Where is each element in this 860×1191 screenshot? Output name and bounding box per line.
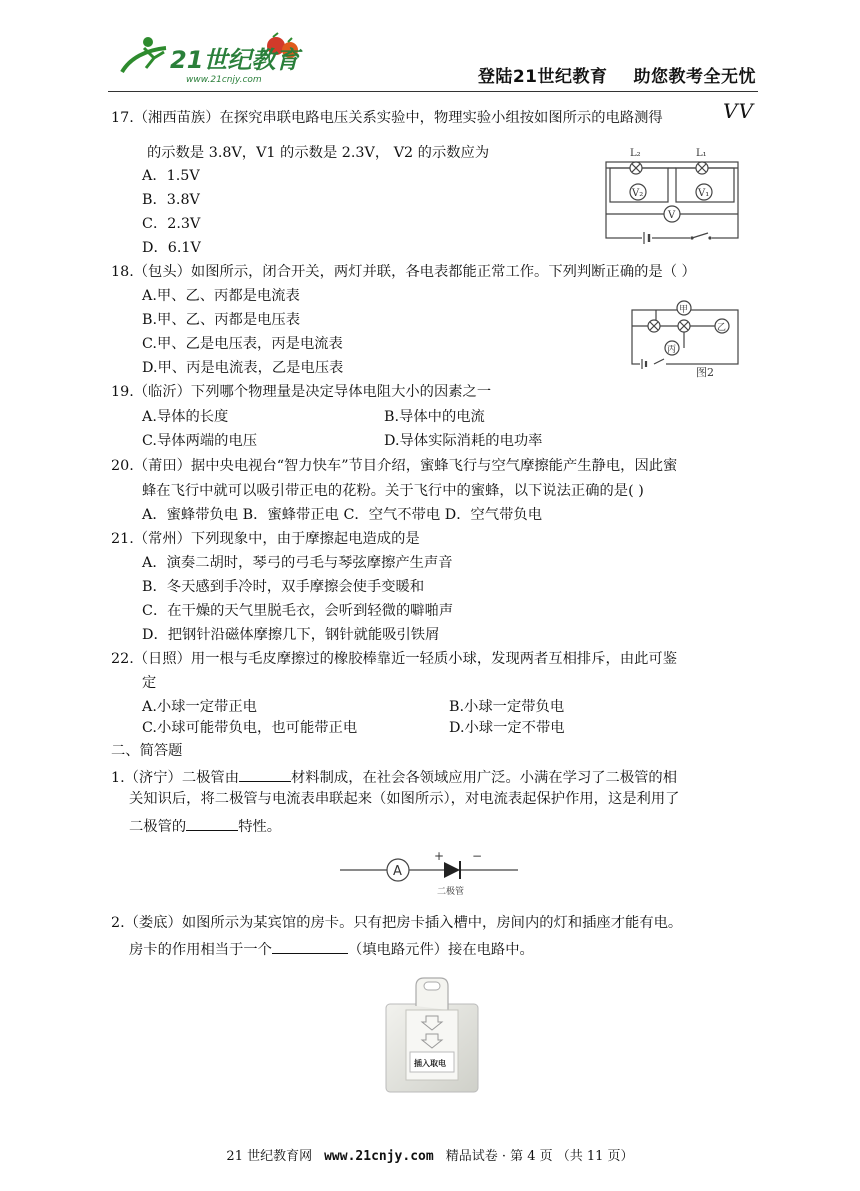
q17-circuit-figure: [598, 144, 750, 246]
plus-sign: +: [434, 849, 445, 863]
s1-line3-b: 特性。: [238, 819, 282, 835]
minus-sign: −: [472, 849, 483, 863]
q18-circuit-figure: [626, 298, 744, 378]
s1-line3: [129, 814, 281, 838]
section-title: 二、简答题: [111, 743, 183, 759]
label-yi: 乙: [717, 323, 727, 333]
s2-line2-a: 房卡的作用相当于一个: [129, 942, 272, 958]
q22-option-a: A.小球一定带正电: [142, 699, 257, 715]
q20-options: A．蜜蜂带负电 B．蜜蜂带正电 C．空气不带电 D．空气带负电: [142, 507, 542, 523]
q18-option-d: D.甲、丙是电流表，乙是电压表: [142, 360, 344, 376]
lamp-l2-icon: [630, 162, 642, 174]
battery-switch-icon: [640, 358, 666, 370]
q20-line2: 蜂在飞行中就可以吸引带正电的花粉。关于飞行中的蜜蜂，以下说法正确的是( ): [142, 483, 644, 499]
s2-line2-b: （填电路元件）接在电路中。: [347, 942, 534, 958]
q18-option-c: C.甲、乙是电压表，丙是电流表: [142, 336, 343, 352]
q19-option-d: D.导体实际消耗的电功率: [384, 433, 543, 449]
header-rule: [108, 91, 758, 92]
q21-option-b: B．冬天感到手冷时，双手摩擦会使手变暖和: [142, 579, 425, 595]
switch-icon: [690, 233, 712, 242]
q21-option-d: D．把钢针沿磁体摩擦几下，钢针就能吸引铁屑: [142, 627, 440, 643]
s1-line2: 关知识后，将二极管与电流表串联起来（如图所示），对电流表起保护作用，这是利用了: [129, 791, 680, 807]
logo-url: www.21cnjy.com: [186, 75, 262, 85]
label-bing: 丙: [667, 345, 677, 355]
label-v2: V₂: [632, 188, 644, 199]
q18-option-b: B.甲、乙、丙都是电压表: [142, 312, 301, 328]
s2-line1: 2.（娄底）如图所示为某宾馆的房卡。只有把房卡插入槽中，房间内的灯和插座才能有电。: [111, 915, 683, 931]
battery-icon: [642, 232, 652, 244]
logo-21cnjy: [108, 28, 308, 86]
q22-option-b: B.小球一定带负电: [449, 699, 565, 715]
q22-option-d: D.小球一定不带电: [449, 720, 565, 736]
q18-stem: 18.（包头）如图所示，闭合开关，两灯并联，各电表都能正常工作。下列判断正确的是（ ）: [111, 264, 696, 280]
s1-line1-a: 1.（济宁）二极管由: [111, 770, 240, 786]
q17-option-d: D．6.1V: [142, 240, 201, 256]
diode-caption: 二极管: [437, 887, 465, 896]
footer-right: 精品试卷 · 第 4 页 （共 11 页）: [445, 1149, 634, 1164]
lamp-l1-icon: [696, 162, 708, 174]
q17-option-b: B．3.8V: [142, 192, 200, 208]
label-v1: V₁: [698, 188, 710, 199]
q22-line1: 22.（日照）用一根与毛皮摩擦过的橡胶棒靠近一轻质小球，发现两者互相排斥，由此可鉴: [111, 651, 678, 667]
q19-stem: 19.（临沂）下列哪个物理量是决定导体电阻大小的因素之一: [111, 384, 492, 400]
q19-option-b: B.导体中的电流: [384, 409, 485, 425]
q22-line2: 定: [142, 675, 157, 691]
diode-icon: [444, 861, 460, 879]
q22-option-c: C.小球可能带负电，也可能带正电: [142, 720, 358, 736]
q17-option-a: A．1.5V: [142, 168, 200, 184]
q21-option-c: C．在干燥的天气里脱毛衣，会听到轻微的噼啪声: [142, 603, 454, 619]
s2-blank[interactable]: [272, 937, 348, 954]
s1-blank-1[interactable]: [239, 765, 291, 782]
q19-option-a: A.导体的长度: [142, 409, 229, 425]
q17-line1: 17.（湘西苗族）在探究串联电路电压关系实验中，物理实验小组按如图所示的电路测得: [111, 110, 663, 126]
q21-stem: 21.（常州）下列现象中，由于摩擦起电造成的是: [111, 531, 420, 547]
page-header: [108, 28, 758, 90]
slogan-right: 助您教考全无忧: [633, 67, 756, 87]
logo-text: 21世纪教育: [170, 46, 300, 74]
s1-line1-b: 材料制成，在社会各领域应用广泛。小满在学习了二极管的相: [291, 770, 678, 786]
q17-option-c: C．2.3V: [142, 216, 201, 232]
room-card-figure: [382, 976, 482, 1094]
q21-option-a: A．演奏二胡时，琴弓的弓毛与琴弦摩擦产生声音: [142, 555, 453, 571]
card-label: 插入取电: [414, 1059, 446, 1068]
footer-left: 21 世纪教育网: [226, 1149, 313, 1164]
label-v: V: [668, 210, 676, 221]
q17-vv: VV: [723, 99, 754, 123]
figure-caption: 图2: [696, 366, 714, 378]
q17-line2: 的示数是 3.8V，V1 的示数是 2.3V， V2 的示数应为: [147, 145, 490, 161]
page-footer: [0, 1145, 860, 1164]
s1-line3-a: 二极管的: [129, 819, 187, 835]
q19-option-c: C.导体两端的电压: [142, 433, 258, 449]
label-l1: L₁: [696, 148, 707, 159]
diode-circuit-figure: [338, 846, 520, 896]
s1-line1: [111, 765, 677, 789]
footer-url[interactable]: www.21cnjy.com: [324, 1149, 434, 1164]
q18-option-a: A.甲、乙、丙都是电流表: [142, 288, 300, 304]
q20-line1: 20.（莆田）据中央电视台“智力快车”节目介绍，蜜蜂飞行与空气摩擦能产生静电，因此蜜: [111, 458, 678, 474]
ammeter-label: A: [393, 864, 402, 879]
s2-line2: [129, 937, 534, 961]
header-slogan: [452, 62, 756, 87]
s1-blank-2[interactable]: [186, 814, 238, 831]
label-l2: L₂: [630, 148, 641, 159]
label-jia: 甲: [679, 305, 689, 315]
slogan-left: 登陆21世纪教育: [477, 67, 608, 87]
